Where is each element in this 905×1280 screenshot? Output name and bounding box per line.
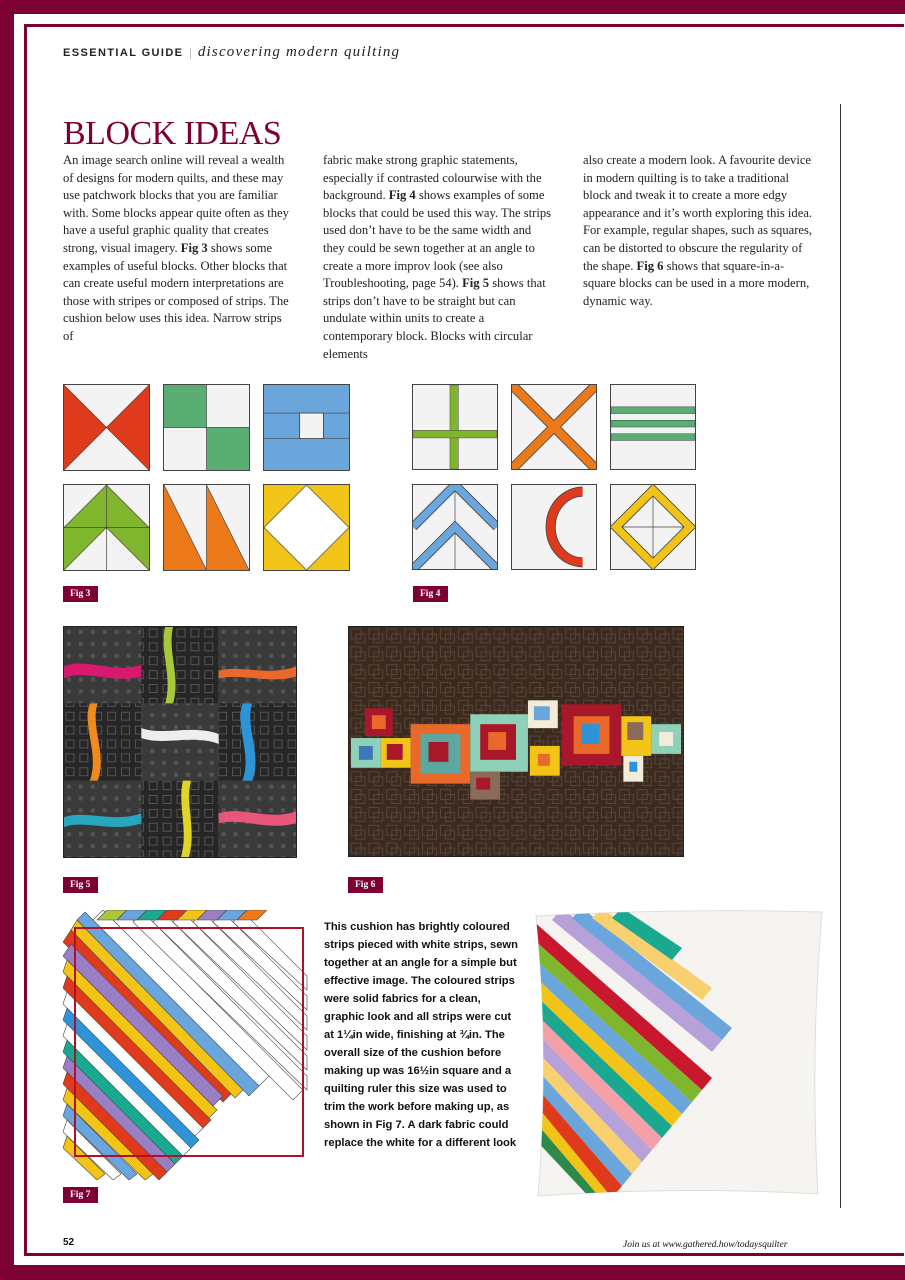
fig4-label: Fig 4 xyxy=(413,586,448,602)
column-rule xyxy=(840,104,841,1208)
text-column-2 xyxy=(323,152,555,363)
arc-block xyxy=(511,484,597,570)
text-column-3 xyxy=(583,152,815,310)
fig3-ref: Fig 3 xyxy=(180,240,208,255)
col2-text-2: shows examples of some blocks that could be used this way. The strips used don’t have to be the same width and they could be sewn together at an angle to create a more improv look (see also Troubleshooting, page 54). xyxy=(323,188,552,291)
cross-block xyxy=(412,384,498,470)
arrow-block xyxy=(63,484,150,571)
wavy-strip-quilt-photo xyxy=(63,626,297,858)
caption-text-2: . A dark fabric could replace the white for a different look xyxy=(324,1119,517,1149)
chevron-strip-block xyxy=(412,484,498,570)
page-number: 52 xyxy=(63,1237,75,1248)
bowtie-block xyxy=(63,384,150,471)
fig3-label: Fig 3 xyxy=(63,586,98,602)
square-in-square-quilt-photo xyxy=(348,626,684,857)
triangles-block xyxy=(163,484,250,571)
col1-text-1: An image search online will reveal a wealth of designs for modern quilts, and these may use patchwork blocks that you are familiar with. Some blocks appear quite often as they have a useful graphic quality that creates strong, visual imagery. xyxy=(63,153,289,255)
fig7-ref: Fig 7 xyxy=(375,1119,402,1131)
col2-text-1: fabric make strong graphic statements, especially if contrasted colourwise with the background. xyxy=(323,153,542,203)
col2-text-3: shows that strips don’t have to be straight but can undulate within units to create a contemporary block. Blocks with circular elements xyxy=(323,276,546,361)
four-patch-block xyxy=(163,384,250,471)
section-subtitle: discovering modern quilting xyxy=(197,44,401,60)
square-in-square-block xyxy=(263,484,350,571)
fig5-label: Fig 5 xyxy=(63,877,98,893)
section-label: ESSENTIAL GUIDE xyxy=(63,47,184,59)
fig7-label: Fig 7 xyxy=(63,1187,98,1203)
cushion-cutting-diagram xyxy=(63,910,313,1180)
text-column-1 xyxy=(63,152,295,346)
fig6-label: Fig 6 xyxy=(348,877,383,893)
footer-url: Join us at www.gathered.how/todaysquilter xyxy=(623,1240,788,1250)
col3-text-2: shows that square-in-a-square blocks can be used in a more modern, dynamic way. xyxy=(583,258,810,308)
stripes-block xyxy=(610,384,696,470)
header-separator: | xyxy=(189,45,192,59)
col3-text-1: also create a modern look. A favourite device in modern quilting is to take a traditional block and tweak it to create a more edgy appearance and it’s worth exploring this idea. For example, regular shapes, such as squares, can be distorted to obscure the regularity of the shape. xyxy=(583,153,813,273)
fig4-ref: Fig 4 xyxy=(388,188,416,203)
page-title: BLOCK IDEAS xyxy=(63,115,282,152)
running-header xyxy=(63,44,400,61)
cushion-photo xyxy=(532,908,830,1200)
diamond-strip-block xyxy=(610,484,696,570)
caption-text-1: This cushion has brightly coloured strips pieced with white strips, sewn together at an angle for a simple but effective image. The coloured strips were solid fabrics for a clean, graphic look and all strips were cut at 1¼in wide, finishing at ¾in. The overall size of the cushion before making up was 16½in square and a quilting ruler this size was used to trim the work before making up, as shown in xyxy=(324,921,518,1131)
fig5-ref: Fig 5 xyxy=(462,276,490,291)
cushion-caption xyxy=(324,918,524,1152)
window-block xyxy=(263,384,350,471)
fig6-ref: Fig 6 xyxy=(636,258,664,273)
x-strip-block xyxy=(511,384,597,470)
col1-text-2: shows some examples of useful blocks. Other blocks that can create useful modern interpretations are those with stripes or composed of strips. The cushion below uses this idea. Narrow strips of xyxy=(63,240,289,343)
